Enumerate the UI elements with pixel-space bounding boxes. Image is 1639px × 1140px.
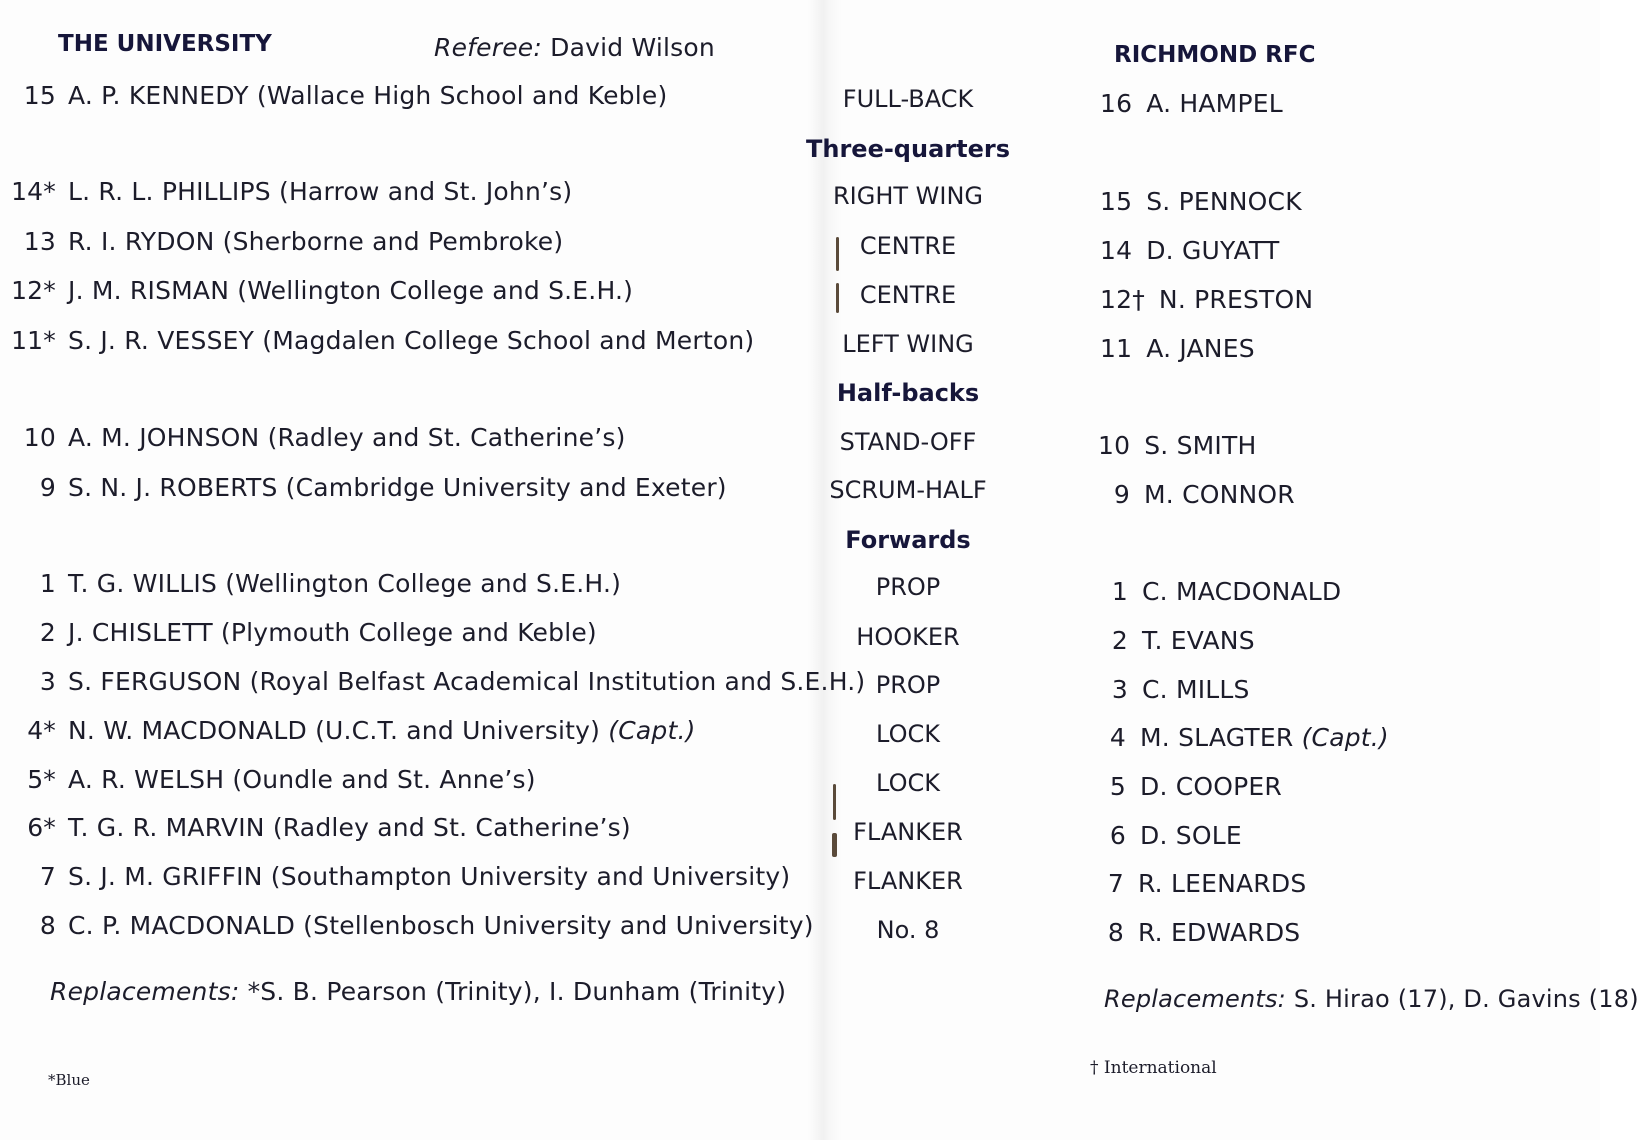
player-number: 9 [1113,480,1130,509]
richmond-player-row [1094,772,1282,801]
player-number: 1 [39,569,56,598]
player-name: T. EVANS [1142,626,1255,655]
university-player-row [10,716,696,745]
player-number: 1 [1111,577,1128,606]
richmond-player-row [1096,626,1255,655]
university-player-row [10,423,626,452]
player-name: L. R. L. PHILLIPS (Harrow and St. John’s) [68,177,573,206]
position-label: FLANKER [853,867,963,895]
player-name: S. J. R. VESSEY (Magdalen College School and Merton) [68,326,755,355]
richmond-player-row [1098,480,1295,509]
player-name: C. MACDONALD [1142,577,1342,606]
replacements-label: Replacements: [50,977,240,1006]
university-player-row [10,911,814,940]
replacements-list: S. Hirao (17), D. Gavins (18) [1293,985,1639,1013]
referee-name: David Wilson [550,33,715,62]
captain-mark: (Capt.) [1301,723,1389,752]
player-number: 6* [27,813,56,842]
richmond-player-row [1096,577,1341,606]
university-player-row [10,667,865,696]
player-number: 7 [39,862,56,891]
player-number: 2 [39,618,56,647]
position-label: CENTRE [859,281,957,309]
player-number: 15 [1100,187,1133,216]
richmond-player-row [1100,187,1302,216]
player-name: T. G. R. MARVIN (Radley and St. Catherine’s) [68,813,631,842]
player-name: R. EDWARDS [1138,918,1301,947]
international-footnote: † International [1090,1058,1217,1078]
university-player-row [10,227,563,256]
player-number: 14 [1100,236,1133,265]
richmond-player-row [1092,918,1300,947]
staple-mark [832,833,837,857]
player-number: 5* [27,765,56,794]
position-label: FLANKER [853,818,963,846]
referee-label: Referee: [434,33,542,62]
position-label: LEFT WING [842,330,974,358]
player-name: R. LEENARDS [1138,869,1307,898]
richmond-replacements [1104,985,1639,1013]
position-label: HOOKER [856,623,960,651]
player-number: 3 [1111,675,1128,704]
richmond-player-row [1094,723,1389,752]
richmond-player-row [1100,334,1255,363]
player-name: S. J. M. GRIFFIN (Southampton University and University) [68,862,791,891]
player-number: 5 [1109,772,1126,801]
player-number: 13 [23,227,56,256]
player-name: D. COOPER [1140,772,1282,801]
player-number: 12† [1100,285,1145,314]
position-label: STAND-OFF [839,428,977,456]
player-name: D. SOLE [1140,821,1242,850]
university-player-row [10,177,572,206]
player-number: 11* [11,326,56,355]
player-name: R. I. RYDON (Sherborne and Pembroke) [68,227,564,256]
university-player-row [10,569,621,598]
player-name: A. JANES [1146,334,1255,363]
player-name: S. PENNOCK [1146,187,1302,216]
university-player-row [10,276,633,305]
player-number: 14* [11,177,56,206]
position-label: PROP [875,671,941,699]
richmond-player-row [1092,869,1306,898]
richmond-player-row [1096,675,1250,704]
player-name: S. N. J. ROBERTS (Cambridge University and Exeter) [68,473,727,502]
university-player-row [10,473,727,502]
university-player-row [10,618,597,647]
player-name: S. FERGUSON (Royal Belfast Academical Institution and S.E.H.) [68,667,866,696]
player-number: 10 [1098,431,1131,460]
staple-mark [836,283,839,313]
player-name: N. W. MACDONALD (U.C.T. and University) [68,716,601,745]
player-name: T. G. WILLIS (Wellington College and S.E.H.) [68,569,622,598]
player-name: A. R. WELSH (Oundle and St. Anne’s) [68,765,536,794]
player-name: M. CONNOR [1144,480,1295,509]
player-number: 12* [11,276,56,305]
player-name: A. HAMPEL [1146,89,1283,118]
replacements-label: Replacements: [1104,985,1286,1013]
page-fold [808,0,842,1140]
player-number: 8 [1107,918,1124,947]
position-label: FULL-BACK [842,85,974,113]
player-number: 6 [1109,821,1126,850]
position-label: LOCK [876,769,940,797]
player-number: 7 [1107,869,1124,898]
richmond-player-row [1100,285,1313,314]
position-label: LOCK [876,720,940,748]
university-player-row [10,81,667,110]
position-label: RIGHT WING [832,182,984,210]
player-number: 16 [1100,89,1133,118]
section-heading: Half-backs [836,379,980,407]
richmond-player-row [1100,236,1279,265]
player-number: 3 [39,667,56,696]
university-player-row [10,862,790,891]
player-name: J. CHISLETT (Plymouth College and Keble) [68,618,597,647]
section-heading: Forwards [845,526,971,554]
position-label: PROP [875,573,941,601]
blue-footnote: *Blue [48,1071,90,1089]
captain-mark: (Capt.) [608,716,696,745]
section-heading: Three-quarters [806,135,1010,163]
replacements-list: *S. B. Pearson (Trinity), I. Dunham (Trinity) [247,977,787,1006]
player-number: 11 [1100,334,1133,363]
player-number: 4 [1109,723,1126,752]
player-name: A. P. KENNEDY (Wallace High School and Keble) [68,81,668,110]
richmond-player-row [1100,89,1283,118]
player-name: C. P. MACDONALD (Stellenbosch University and University) [68,911,814,940]
position-label: CENTRE [859,232,957,260]
player-number: 15 [23,81,56,110]
player-number: 9 [39,473,56,502]
position-label: No. 8 [876,916,940,944]
university-player-row [10,813,631,842]
player-name: D. GUYATT [1146,236,1280,265]
referee-line [434,33,715,62]
university-team-title: THE UNIVERSITY [58,31,272,57]
player-number: 2 [1111,626,1128,655]
player-name: C. MILLS [1142,675,1250,704]
player-name: J. M. RISMAN (Wellington College and S.E.H.) [68,276,634,305]
player-name: N. PRESTON [1158,285,1314,314]
university-replacements [50,977,786,1006]
university-player-row [10,326,754,355]
player-number: 10 [23,423,56,452]
player-name: S. SMITH [1144,431,1257,460]
staple-mark [836,237,839,271]
position-label: SCRUM-HALF [829,476,987,504]
richmond-player-row [1098,431,1256,460]
player-number: 4* [27,716,56,745]
staple-mark [833,784,836,820]
richmond-player-row [1094,821,1242,850]
university-player-row [10,765,536,794]
player-number: 8 [39,911,56,940]
richmond-team-title: RICHMOND RFC [1114,42,1316,68]
player-name: M. SLAGTER [1140,723,1294,752]
player-name: A. M. JOHNSON (Radley and St. Catherine’s) [68,423,626,452]
